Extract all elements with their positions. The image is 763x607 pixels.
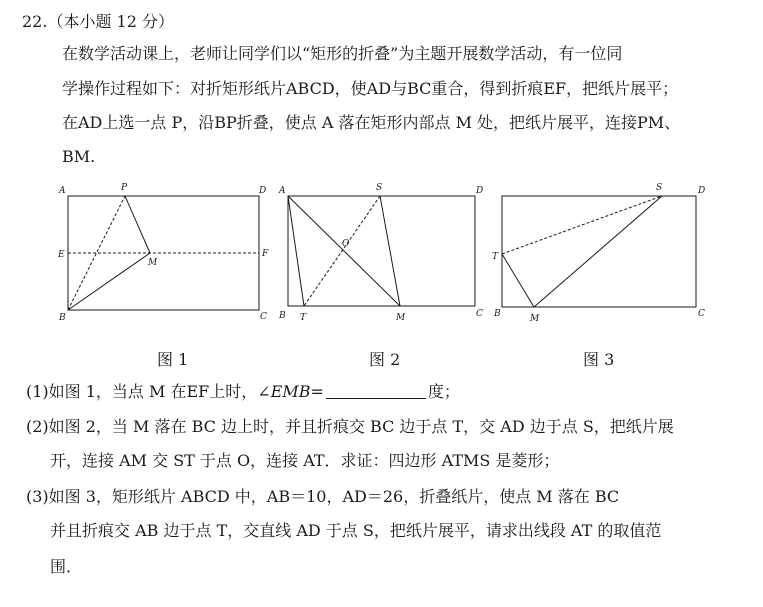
q1-equals: =	[310, 382, 324, 401]
question-3-line-1: (3)如图 3，矩形纸片 ABCD 中，AB＝10，AD＝26，折叠纸片，使点 M 落在 BC	[26, 487, 620, 506]
fig2-label-c: C	[476, 309, 483, 319]
fig3-rectangle	[502, 196, 696, 307]
fig3-caption: 图 3	[583, 350, 615, 369]
fig3-label-t: T	[492, 252, 499, 262]
fig1-label-p: P	[121, 183, 128, 193]
q1-prefix: (1)如图 1，当点 M 在EF上时，	[26, 382, 258, 401]
fig2-caption: 图 2	[369, 350, 401, 369]
fig1-label-m: M	[148, 258, 158, 268]
intro-line-1: 在数学活动课上，老师让同学们以“矩形的折叠”为主题开展数学活动，有一位同	[62, 44, 623, 63]
fig1-label-e: E	[58, 250, 65, 260]
question-2-line-2: 开，连接 AM 交 ST 于点 O，连接 AT．求证：四边形 ATMS 是菱形；	[50, 451, 560, 470]
intro-line-3: 在AD上选一点 P，沿BP折叠，使点 A 落在矩形内部点 M 处，把纸片展平，连接PM、	[62, 113, 681, 132]
fig3-label-m: M	[530, 314, 540, 324]
fig2-label-b: B	[279, 311, 286, 321]
fig2-label-a: A	[279, 186, 286, 196]
fig2-label-m: M	[396, 313, 406, 323]
fig3-fold-ts	[502, 196, 662, 254]
question-2-line-1: (2)如图 2，当 M 落在 BC 边上时，并且折痕交 BC 边于点 T，交 AD 边于点 S，把纸片展	[26, 417, 674, 436]
fig2-label-d: D	[476, 186, 484, 196]
intro-line-4: BM.	[62, 147, 96, 166]
fig1-label-d: D	[259, 186, 267, 196]
question-1	[26, 382, 460, 402]
fig1-segment-pm	[125, 196, 150, 253]
fig1-label-f: F	[262, 249, 269, 259]
question-3-line-2: 并且折痕交 AB 边于点 T，交直线 AD 于点 S，把纸片展平，请求出线段 AT 的取值范	[50, 521, 662, 540]
answer-blank[interactable]	[326, 382, 426, 399]
fig1-caption: 图 1	[157, 350, 189, 369]
q1-angle: ∠EMB	[257, 382, 311, 401]
fig3-label-s: S	[656, 183, 663, 193]
fig1-label-b: B	[59, 313, 66, 323]
fig2-segment-at	[288, 196, 304, 306]
problem-header: 22.（本小题 12 分）	[22, 12, 174, 31]
intro-line-2: 学操作过程如下：对折矩形纸片ABCD，使AD与BC重合，得到折痕EF，把纸片展平；	[62, 79, 679, 98]
fig1-label-c: C	[260, 312, 267, 322]
fig1-label-a: A	[59, 186, 66, 196]
fig3-segment-tm	[502, 254, 534, 307]
fig3-segment-ms	[534, 196, 662, 307]
fig2-label-s: S	[376, 183, 383, 193]
fig1-segment-bp	[68, 196, 125, 310]
fig3-label-c: C	[698, 309, 705, 319]
question-3-line-3: 围．	[50, 557, 83, 576]
q1-suffix: 度；	[427, 382, 460, 401]
fig2-rectangle	[288, 196, 475, 306]
fig2-label-t: T	[300, 313, 307, 323]
fig1-segment-bm	[68, 253, 150, 310]
fig3-label-d: D	[698, 186, 706, 196]
fig2-label-o: O	[342, 239, 350, 249]
fig2-fold-st	[304, 196, 380, 306]
fig3-label-b: B	[494, 309, 501, 319]
